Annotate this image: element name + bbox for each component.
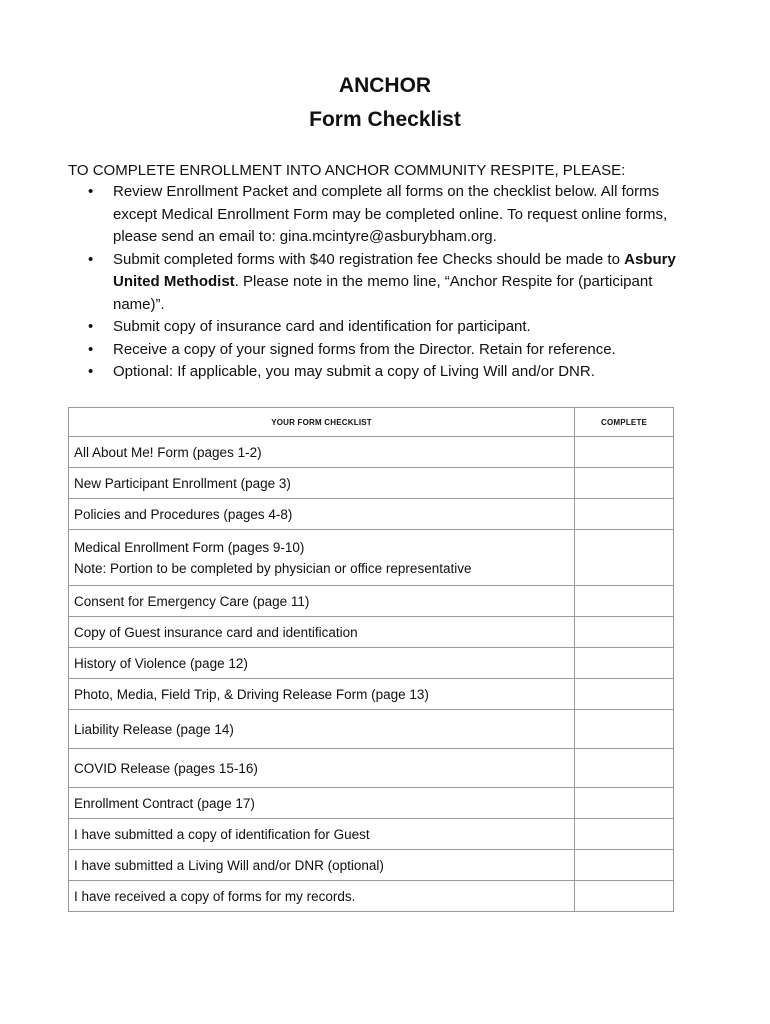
bullet-icon: • <box>88 250 94 268</box>
column-header-checklist: YOUR FORM CHECKLIST <box>69 408 575 437</box>
instruction-item <box>86 361 696 384</box>
table-row <box>69 586 674 617</box>
checklist-item-note: Note: Portion to be completed by physician or office representative <box>74 560 472 576</box>
instruction-item <box>86 339 696 362</box>
bullet-icon: • <box>88 363 94 380</box>
table-row <box>69 468 674 499</box>
complete-checkbox-cell[interactable] <box>575 679 674 710</box>
complete-checkbox-cell[interactable] <box>575 437 674 468</box>
bullet-icon: • <box>88 183 94 200</box>
page-subtitle: Form Checklist <box>309 108 461 131</box>
column-header-complete: COMPLETE <box>575 408 674 437</box>
checklist-item-label: Liability Release (page 14) <box>69 710 575 749</box>
complete-checkbox-cell[interactable] <box>575 788 674 819</box>
table-row <box>69 819 674 850</box>
table-row <box>69 648 674 679</box>
checklist-item-label: I have submitted a Living Will and/or DNR (optional) <box>69 850 575 881</box>
complete-checkbox-cell[interactable] <box>575 499 674 530</box>
instruction-item <box>86 181 696 249</box>
complete-checkbox-cell[interactable] <box>575 850 674 881</box>
instructions-intro: TO COMPLETE ENROLLMENT INTO ANCHOR COMMUNITY RESPITE, PLEASE: <box>68 162 626 179</box>
checklist-item-label: Enrollment Contract (page 17) <box>69 788 575 819</box>
complete-checkbox-cell[interactable] <box>575 530 674 586</box>
complete-checkbox-cell[interactable] <box>575 819 674 850</box>
table-row <box>69 850 674 881</box>
instructions-list <box>86 181 696 384</box>
checklist-item-label: I have received a copy of forms for my records. <box>69 881 575 912</box>
table-row <box>69 679 674 710</box>
checklist-item-label: Consent for Emergency Care (page 11) <box>69 586 575 617</box>
complete-checkbox-cell[interactable] <box>575 710 674 749</box>
instruction-item <box>86 249 696 317</box>
complete-checkbox-cell[interactable] <box>575 749 674 788</box>
checklist-item-label: COVID Release (pages 15-16) <box>69 749 575 788</box>
instruction-text: Submit copy of insurance card and identification for participant. <box>113 318 531 335</box>
payee-name: Asbury United Methodist <box>113 250 676 290</box>
checklist-item-label: Photo, Media, Field Trip, & Driving Release Form (page 13) <box>69 679 575 710</box>
instruction-text: Review Enrollment Packet and complete all forms on the checklist below. All forms except Medical Enrollment Form may be completed online. To request online forms, please send an email to: gina.mcintyre@asburybham.org. <box>113 183 668 245</box>
complete-checkbox-cell[interactable] <box>575 586 674 617</box>
bullet-icon: • <box>88 318 94 335</box>
table-row <box>69 749 674 788</box>
form-checklist-table <box>68 407 674 912</box>
checklist-item-label: I have submitted a copy of identification for Guest <box>69 819 575 850</box>
complete-checkbox-cell[interactable] <box>575 468 674 499</box>
instruction-text: Submit completed forms with $40 registration fee Checks should be made to <box>113 250 620 268</box>
checklist-item-label: Policies and Procedures (pages 4-8) <box>69 499 575 530</box>
table-header-row <box>69 408 674 437</box>
checklist-item-label: All About Me! Form (pages 1-2) <box>69 437 575 468</box>
checklist-item-label: History of Violence (page 12) <box>69 648 575 679</box>
complete-checkbox-cell[interactable] <box>575 881 674 912</box>
checklist-item-label: New Participant Enrollment (page 3) <box>69 468 575 499</box>
bullet-icon: • <box>88 340 94 358</box>
checklist-item-label <box>69 530 575 586</box>
memo-instruction: . Please note in the memo line, “Anchor Respite for (participant name)”. <box>113 273 653 313</box>
table-row <box>69 710 674 749</box>
instruction-text: Receive a copy of your signed forms from the Director. Retain for reference. <box>113 340 616 358</box>
instruction-text: Optional: If applicable, you may submit a copy of Living Will and/or DNR. <box>113 363 595 380</box>
table-row <box>69 437 674 468</box>
checklist-item-label: Copy of Guest insurance card and identification <box>69 617 575 648</box>
page-title: ANCHOR <box>338 74 432 97</box>
table-row <box>69 881 674 912</box>
table-row <box>69 530 674 586</box>
instruction-item <box>86 316 696 339</box>
checklist-item-title: Medical Enrollment Form (pages 9-10) <box>74 539 305 555</box>
complete-checkbox-cell[interactable] <box>575 648 674 679</box>
table-row <box>69 788 674 819</box>
complete-checkbox-cell[interactable] <box>575 617 674 648</box>
table-row <box>69 499 674 530</box>
table-row <box>69 617 674 648</box>
